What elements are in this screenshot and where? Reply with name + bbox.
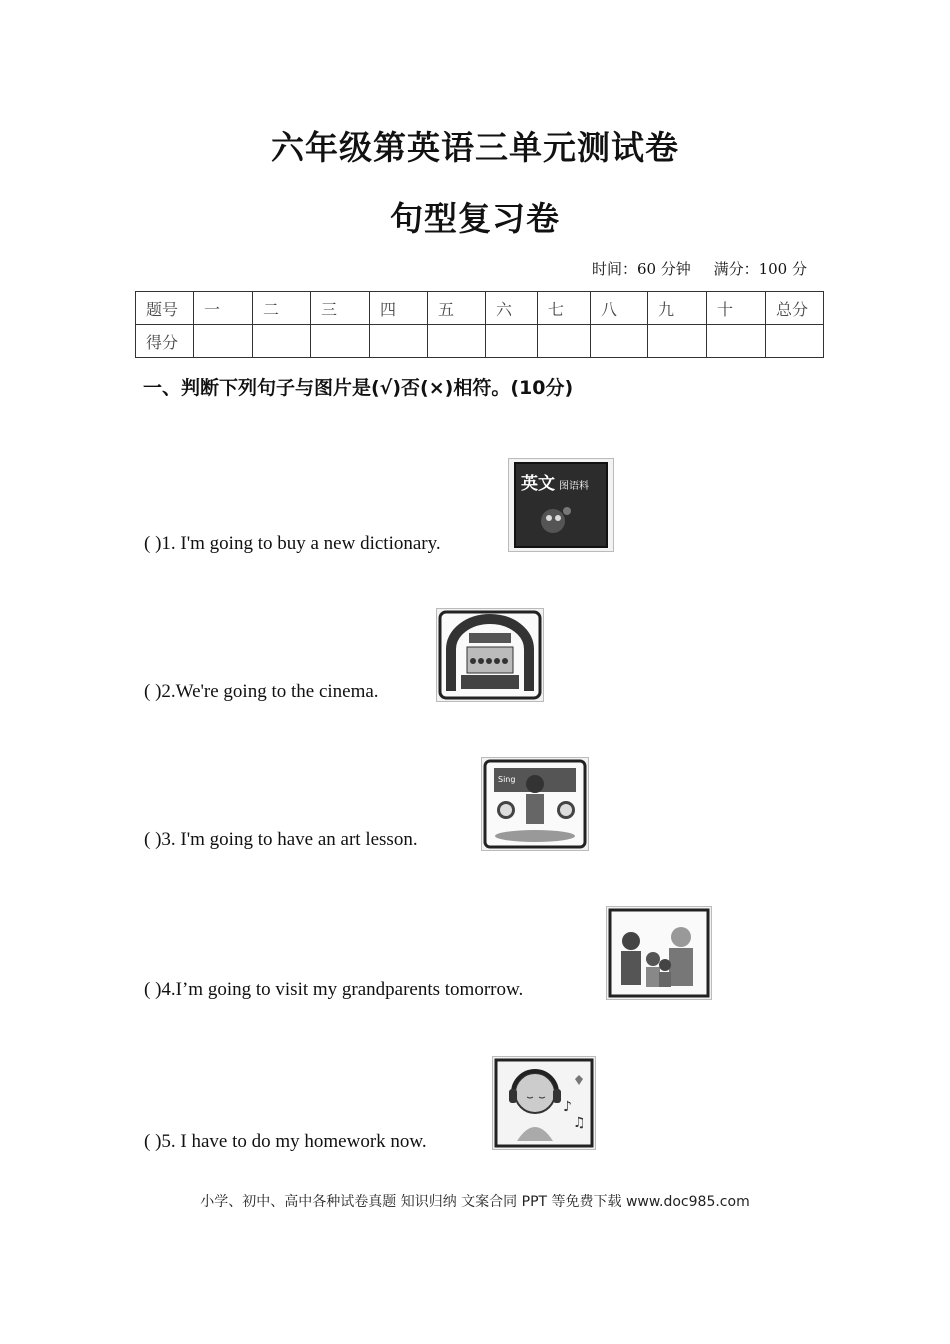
header-cell: 三 bbox=[311, 292, 370, 325]
dictionary-book-icon bbox=[508, 458, 614, 552]
classroom-icon bbox=[481, 757, 589, 851]
full-score: 满分：100 分 bbox=[713, 260, 807, 278]
header-cell: 二 bbox=[253, 292, 311, 325]
score-cell[interactable] bbox=[311, 325, 370, 358]
header-cell: 十 bbox=[707, 292, 766, 325]
cinema-icon bbox=[436, 608, 544, 702]
score-cell[interactable] bbox=[538, 325, 591, 358]
score-cell[interactable] bbox=[648, 325, 707, 358]
score-table bbox=[135, 291, 824, 358]
score-cell[interactable] bbox=[486, 325, 538, 358]
question-3: ( )3. I'm going to have an art lesson. bbox=[144, 829, 418, 850]
header-cell: 六 bbox=[486, 292, 538, 325]
section-heading: 一、判断下列句子与图片是(√)否(×)相符。(10分) bbox=[143, 377, 574, 399]
time-limit: 时间：60 分钟 bbox=[591, 260, 691, 278]
header-cell: 总分 bbox=[766, 292, 824, 325]
family-icon bbox=[606, 906, 712, 1000]
page-title: 六年级第英语三单元测试卷 bbox=[271, 128, 679, 167]
header-cell: 四 bbox=[370, 292, 428, 325]
question-4: ( )4.I’m going to visit my grandparents tomorrow. bbox=[144, 979, 524, 1000]
score-cell[interactable] bbox=[707, 325, 766, 358]
question-2: ( )2.We're going to the cinema. bbox=[144, 681, 379, 702]
girl-headphones-icon bbox=[492, 1056, 596, 1150]
score-cell[interactable] bbox=[428, 325, 486, 358]
score-cell[interactable] bbox=[370, 325, 428, 358]
page-subtitle: 句型复习卷 bbox=[390, 199, 560, 238]
header-cell: 题号 bbox=[136, 292, 194, 325]
score-table-score-row bbox=[136, 325, 824, 358]
header-cell: 七 bbox=[538, 292, 591, 325]
question-5: ( )5. I have to do my homework now. bbox=[144, 1131, 427, 1152]
header-cell: 五 bbox=[428, 292, 486, 325]
svg-text:♫: ♫ bbox=[573, 1115, 586, 1131]
exam-meta bbox=[574, 258, 807, 279]
board-text: Sing bbox=[498, 775, 516, 784]
score-table-header-row bbox=[136, 292, 824, 325]
score-label-cell: 得分 bbox=[136, 325, 194, 358]
header-cell: 八 bbox=[591, 292, 648, 325]
score-cell[interactable] bbox=[591, 325, 648, 358]
header-cell: 一 bbox=[194, 292, 253, 325]
header-cell: 九 bbox=[648, 292, 707, 325]
score-cell[interactable] bbox=[253, 325, 311, 358]
cover-subtitle: 图语料 bbox=[559, 481, 589, 492]
page-footer: 小学、初中、高中各种试卷真题 知识归纳 文案合同 PPT 等免费下载 www.doc985.com bbox=[200, 1194, 750, 1210]
score-cell[interactable] bbox=[766, 325, 824, 358]
score-cell[interactable] bbox=[194, 325, 253, 358]
question-1: ( )1. I'm going to buy a new dictionary. bbox=[144, 533, 441, 554]
svg-text:♪: ♪ bbox=[563, 1099, 572, 1115]
cover-title: 英文 bbox=[521, 474, 555, 494]
